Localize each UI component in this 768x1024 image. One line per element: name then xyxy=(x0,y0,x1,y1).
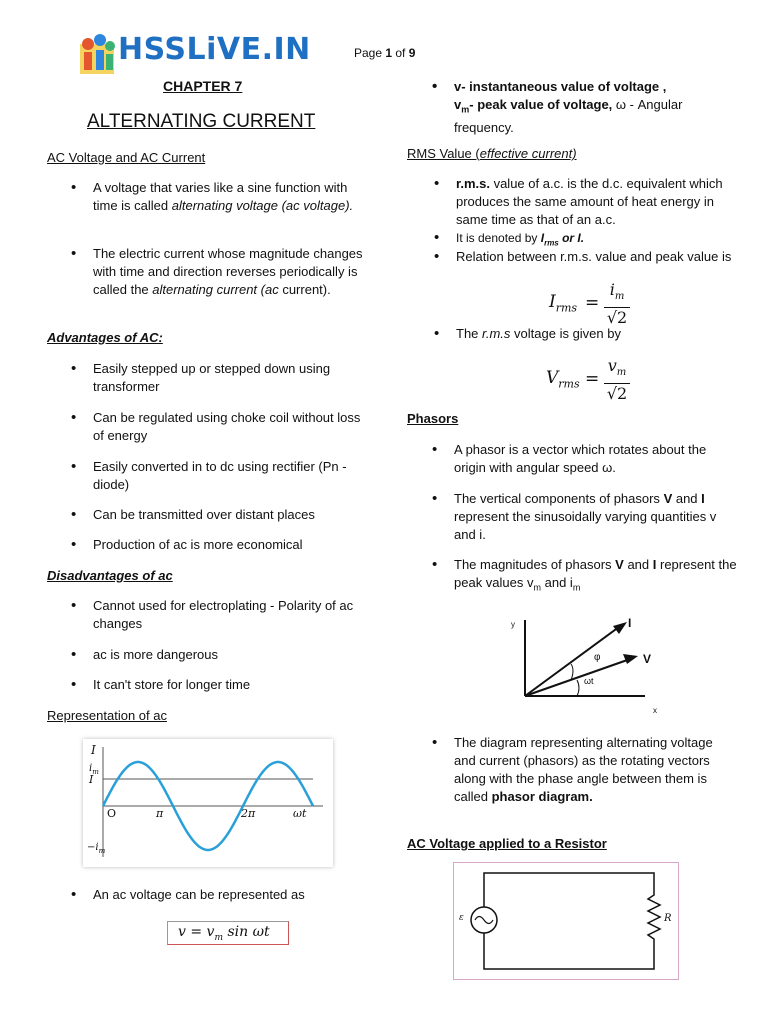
bullet-v-definitions: • v- instantaneous value of voltage , $v_m-$ peak value of voltage, ω - Angular frequency. xyxy=(454,78,744,137)
resistor-circuit xyxy=(453,862,679,980)
phasor-v-label: V xyxy=(643,652,652,666)
resistor-circuit-canvas xyxy=(454,863,678,979)
bullet-ac-current: • The electric current whose magnitude changes with time and direction reverses periodically is called the alternating current (ac current). xyxy=(93,245,363,299)
eq-irms: $I_{rms}$ xyxy=(549,292,578,315)
phasor-wt-label: ωt xyxy=(584,676,594,686)
bullet-phasor-definition: • A phasor is a vector which rotates about the origin with angular speed ω. xyxy=(454,441,734,477)
bullet-rms-denoted: • It is denoted by $I_{rms}$ or I. xyxy=(456,229,736,252)
graph-i-label: I xyxy=(89,773,94,786)
advantage-item: • Easily converted in to dc using rectifier (Pn - diode) xyxy=(93,458,373,494)
heading-disadvantages: Disadvantages of ac xyxy=(47,568,173,583)
graph-pi-label: π xyxy=(156,807,164,820)
heading-advantages: Advantages of AC: xyxy=(47,330,163,345)
advantage-item: • Can be transmitted over distant places xyxy=(93,506,373,524)
formula-v: $v = v_m$ sin ωt xyxy=(178,924,270,943)
advantage-item: • Easily stepped up or stepped down using transformer xyxy=(93,360,363,396)
advantage-item: • Production of ac is more economical xyxy=(93,536,373,554)
disadvantage-item: • It can't store for longer time xyxy=(93,676,363,694)
phasor-i-label: I xyxy=(628,616,632,630)
eq-vrms-fraction: $v_m$ √2 xyxy=(604,356,630,404)
page-title: ALTERNATING CURRENT xyxy=(87,111,316,132)
graph-wt-label: ωt xyxy=(293,807,307,820)
heading-resistor: AC Voltage applied to a Resistor xyxy=(407,836,607,851)
bullet-rms-definition: • r.m.s. value of a.c. is the d.c. equivalent which produces the same amount of heat energy in same time as that of an a.c. xyxy=(456,175,736,229)
heading-ac-voltage: AC Voltage and AC Current xyxy=(47,150,206,165)
graph-im-label: $i_m$ xyxy=(89,763,99,776)
graph-neg-im-label: $-i_m$ xyxy=(87,842,106,855)
ac-sine-graph xyxy=(83,739,333,867)
eq-vrms-equals: = xyxy=(585,369,600,389)
hsslive-logo xyxy=(78,30,312,76)
phasor-y-label: y xyxy=(511,620,515,629)
circuit-source-label: ε xyxy=(459,913,464,923)
bullet-phasor-magnitude: • The magnitudes of phasors V and I represent the peak values $v_m$ and $i_m$ xyxy=(454,556,739,597)
bullet-ac-representation: • An ac voltage can be represented as xyxy=(93,886,363,904)
eq-vrms: $V_{rms}$ xyxy=(546,368,580,391)
chapter-label: CHAPTER 7 xyxy=(163,78,243,94)
eq-irms-equals: = xyxy=(585,293,600,313)
bullet-phasor-vertical: • The vertical components of phasors V and I represent the sinusoidally varying quantities v and i. xyxy=(454,490,739,544)
heading-phasors: Phasors xyxy=(407,411,459,426)
formula-box xyxy=(167,921,289,945)
graph-y-label: I xyxy=(91,743,96,757)
logo-text: HSSLiVE.IN xyxy=(118,32,311,67)
logo-kids-icon xyxy=(78,30,118,76)
bullet-rms-relation: • Relation between r.m.s. value and peak value is xyxy=(456,248,736,266)
phasor-diagram xyxy=(505,608,675,718)
advantage-item: • Can be regulated using choke coil without loss of energy xyxy=(93,409,373,445)
graph-2pi-label: 2π xyxy=(241,807,256,820)
disadvantage-item: • ac is more dangerous xyxy=(93,646,363,664)
heading-rms: RMS Value (effective current) xyxy=(407,146,577,161)
eq-irms-fraction: $i_m$ √2 xyxy=(604,280,630,328)
disadvantage-item: • Cannot used for electroplating - Polarity of ac changes xyxy=(93,597,363,633)
phasor-phi-label: φ xyxy=(594,652,601,663)
bullet-ac-voltage: • A voltage that varies like a sine function with time is called alternating voltage (ac voltage). xyxy=(93,179,363,215)
sine-graph-canvas xyxy=(83,739,333,867)
circuit-r-label: R xyxy=(664,913,672,924)
phasor-x-label: x xyxy=(653,706,657,715)
heading-representation: Representation of ac xyxy=(47,708,167,723)
page-number: Page 1 of 9 xyxy=(354,46,416,60)
bullet-rms-voltage: • The r.m.s voltage is given by xyxy=(456,325,736,343)
bullet-phasor-diagram: • The diagram representing alternating voltage and current (phasors) as the rotating vectors along with the phase angle between them is called phasor diagram. xyxy=(454,734,734,806)
graph-origin-label: O xyxy=(107,807,117,820)
